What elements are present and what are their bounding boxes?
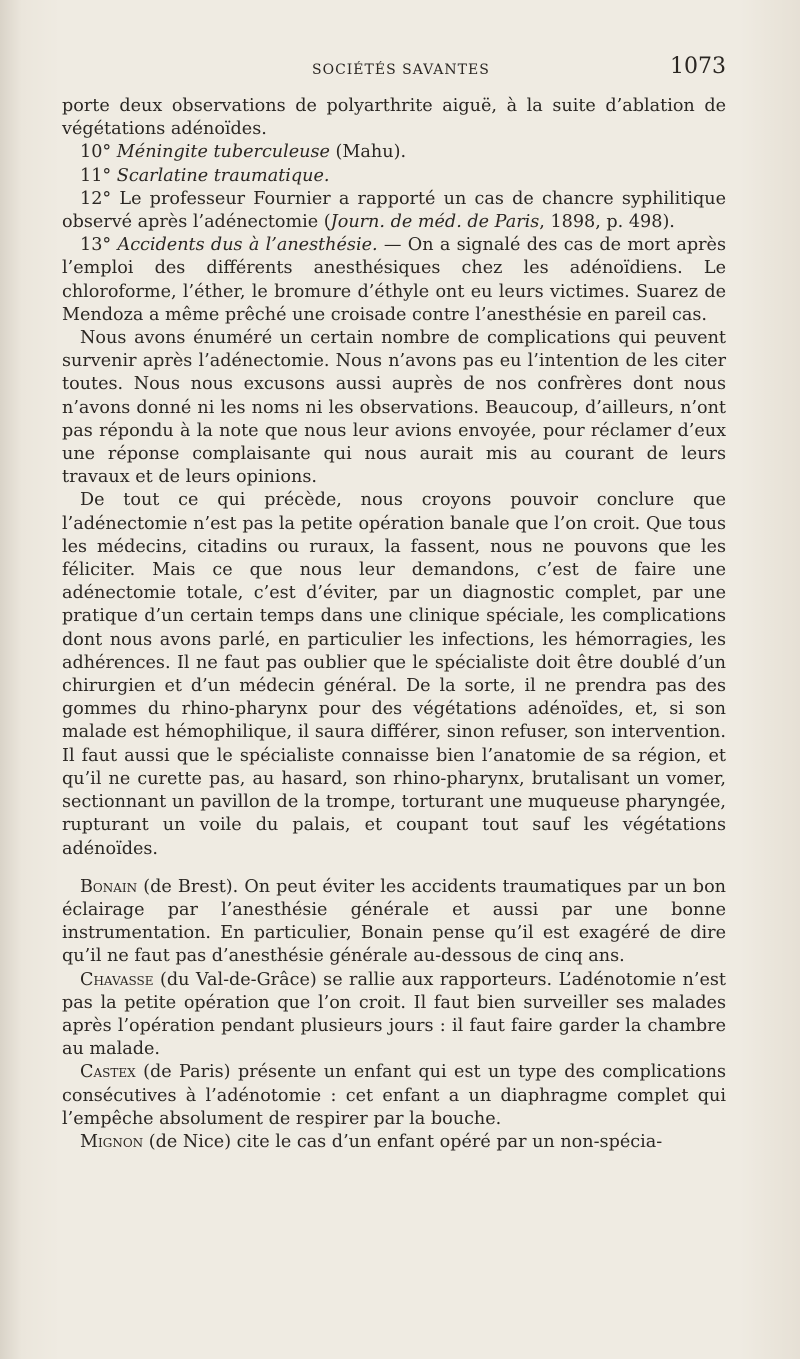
paragraph-castex: Castex (de Paris) présente un enfant qui est un type des complications consécutives à l’adénotomie : cet enfant a un diaphragme complet qui l’empêche absolument de respirer par la bouche. xyxy=(62,1062,726,1129)
paragraph-enumeration: Nous avons énuméré un certain nombre de complications qui peuvent survenir après l’adénectomie. Nous n’avons pas eu l’intention de les citer toutes. Nous nous excusons aussi auprès de nos confrères dont nous n’avons donné ni les noms ni les observations. Beaucoup, d’ailleurs, n’ont pas répondu à la note que nous leur avions envoyée, pour réclamer d’eux une réponse complaisante qui nous aurait mis au courant de leurs travaux et de leurs opinions. xyxy=(62,328,726,488)
speaker-name: Bonain xyxy=(80,876,138,897)
list-item-11: 11° Scarlatine traumatique. xyxy=(80,165,330,186)
page-body xyxy=(62,95,726,1154)
paragraph-conclusion: De tout ce qui précède, nous croyons pouvoir conclure que l’adénectomie n’est pas la petite opération banale que l’on croit. Que tous les médecins, citadins ou ruraux, la fassent, nous ne pouvons que les féliciter. Mais ce que nous leur demandons, c’est de faire une adénectomie totale, c’est d’éviter, par un diagnostic complet, par une pratique d’un certain temps dans une clinique spéciale, les complications dont nous avons parlé, en particulier les infections, les hémorragies, les adhérences. Il ne faut pas oublier que le spécialiste doit être doublé d’un chirurgien et d’un médecin général. De la sorte, il ne prendra pas des gommes du rhino-pharynx pour des végétations adénoïdes, et, si son malade est hémophilique, il saura différer, sinon refuser, son intervention. Il faut aussi que le spécialiste connaisse bien l’anatomie de sa région, et qu’il ne curette pas, au hasard, son rhino-pharynx, brutalisant un vomer, sectionnant un pavillon de la trompe, torturant une muqueuse pharyngée, rupturant un voile du palais, et coupant tout sauf les végétations adénoïdes. xyxy=(62,490,726,859)
list-item-13: 13° Accidents dus à l’anesthésie. — On a signalé des cas de mort après l’emploi des différents anesthésiques chez les adénoïdiens. Le chloroforme, l’éther, le bromure d’éthyle ont eu leurs victimes. Suarez de Mendoza a même prêché une croisade contre l’anesthésie en pareil cas. xyxy=(62,235,726,325)
paragraph-continuation: porte deux observations de polyarthrite aiguë, à la suite d’ablation de végétations adénoïdes. xyxy=(62,96,726,140)
speaker-name: Chavasse xyxy=(80,969,154,990)
paragraph-bonain: Bonain (de Brest). On peut éviter les accidents traumatiques par un bon éclairage par l’anesthésie générale et aussi par une bonne instrumentation. En particulier, Bonain pense qu’il est exagéré de dire qu’il ne faut pas d’anesthésie générale au-dessous de cinq ans. xyxy=(62,876,726,967)
speaker-name: Mignon xyxy=(80,1131,144,1152)
list-item-10: 10° Méningite tuberculeuse (Mahu). xyxy=(80,142,407,163)
paragraph-mignon: Mignon (de Nice) cite le cas d’un enfant opéré par un non-spécia- xyxy=(80,1131,663,1152)
running-head: SOCIÉTÉS SAVANTES xyxy=(312,62,490,78)
list-item-12: 12° Le professeur Fournier a rapporté un cas de chancre syphilitique observé après l’adénectomie (Journ. de méd. de Paris, 1898, p. 498). xyxy=(62,188,726,233)
paragraph-chavasse: Chavasse (du Val-de-Grâce) se rallie aux rapporteurs. L’adénotomie n’est pas la petite opération que l’on croit. Il faut bien surveiller ses malades après l’opération pendant plusieurs jours : il faut faire garder la chambre au malade. xyxy=(62,969,726,1060)
page-header xyxy=(62,52,726,92)
speaker-name: Castex xyxy=(80,1062,136,1083)
page-number: 1073 xyxy=(670,54,726,79)
